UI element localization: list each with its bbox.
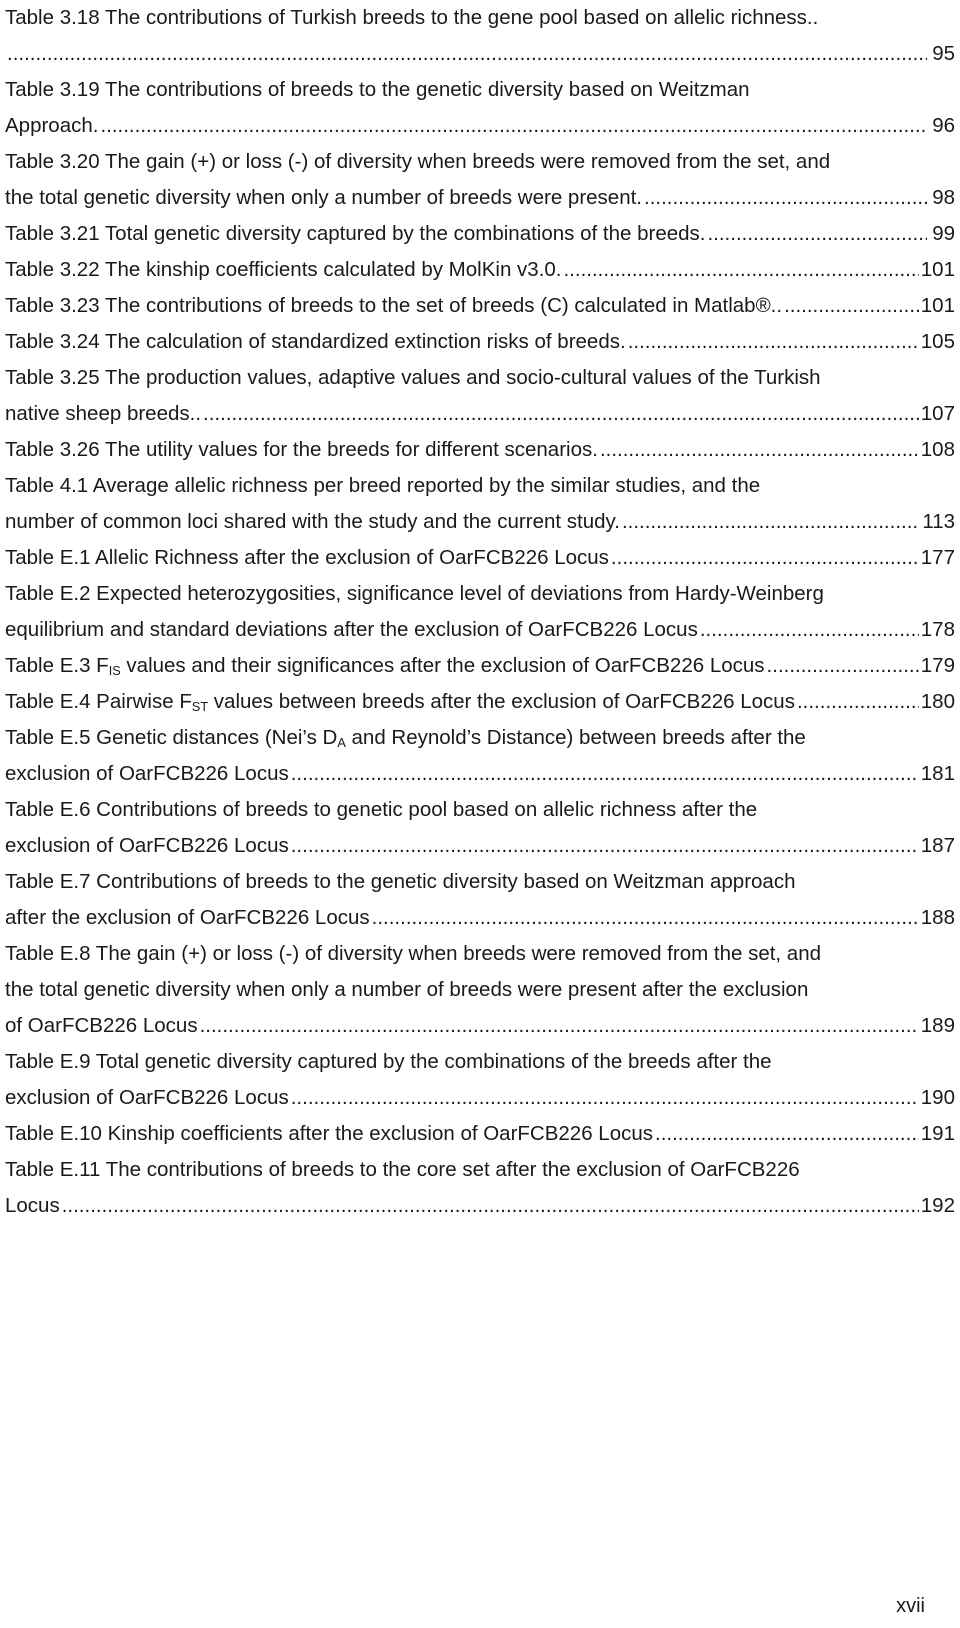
dot-leader (291, 828, 919, 864)
toc-entry-text: exclusion of OarFCB226 Locus (5, 762, 289, 785)
toc-entry-last-line (5, 1080, 955, 1116)
toc-entry-last-line (5, 396, 955, 432)
toc-page-number: 187 (920, 834, 955, 857)
toc-entry-last-line (5, 432, 955, 468)
toc-entry-last-line (5, 684, 955, 720)
toc-entry-last-line (5, 324, 955, 360)
toc-page-number: 177 (920, 546, 955, 569)
toc-entry-text: Table E.1 Allelic Richness after the exclusion of OarFCB226 Locus (5, 546, 609, 569)
toc-entry-table-3-20[interactable] (5, 144, 955, 216)
toc-entry-text: Table 3.23 The contributions of breeds to the set of breeds (C) calculated in Matlab®.. (5, 294, 783, 317)
toc-entry-text (5, 648, 765, 684)
toc-entry-table-3-25[interactable] (5, 360, 955, 432)
toc-entry-table-3-26[interactable] (5, 432, 955, 468)
toc-entry-table-3-21[interactable] (5, 216, 955, 252)
toc-entry-last-line (5, 612, 955, 648)
toc-entry-text-part: Table E.3 F (5, 654, 109, 677)
dot-leader (291, 1080, 919, 1116)
toc-entry-last-line (5, 1008, 955, 1044)
toc-entry-line: Table E.11 The contributions of breeds to the core set after the exclusion of OarFCB226 (5, 1158, 800, 1181)
toc-entry-line: Table 3.20 The gain (+) or loss (-) of diversity when breeds were removed from the set, and (5, 150, 831, 173)
toc-entry-table-4-1[interactable] (5, 468, 955, 540)
toc-entry-text: Table 3.24 The calculation of standardized extinction risks of breeds. (5, 330, 626, 353)
toc-entry-last-line (5, 504, 955, 540)
dot-leader (655, 1116, 919, 1152)
toc-entry-last-line (5, 1116, 955, 1152)
dot-leader (644, 180, 927, 216)
toc-page-number: 105 (920, 330, 955, 353)
dot-leader (372, 900, 919, 936)
dot-leader (797, 684, 919, 720)
toc-entry-line (5, 720, 955, 756)
toc-page-number: 101 (920, 258, 955, 281)
toc-entry-last-line (5, 252, 955, 288)
toc-entry-table-e-3[interactable] (5, 648, 955, 684)
dot-leader (600, 432, 919, 468)
toc-entry-text: Table 3.22 The kinship coefficients calculated by MolKin v3.0. (5, 258, 562, 281)
dot-leader (200, 1008, 919, 1044)
toc-entry-table-e-5[interactable] (5, 720, 955, 792)
toc-entry-last-line (5, 828, 955, 864)
dot-leader (611, 540, 919, 576)
dot-leader (707, 216, 927, 252)
toc-entry-last-line (5, 1188, 955, 1224)
dot-leader (628, 324, 919, 360)
toc-entry-last-line (5, 288, 955, 324)
toc-entry-last-line (5, 756, 955, 792)
toc-page-number: 192 (920, 1194, 955, 1217)
toc-entry-text: Table 3.21 Total genetic diversity captured by the combinations of the breeds. (5, 222, 706, 245)
toc-page-number: 191 (920, 1122, 955, 1145)
page-number: xvii (896, 1595, 925, 1617)
list-of-tables (5, 0, 955, 1224)
toc-page-number: 108 (920, 438, 955, 461)
dot-leader (100, 108, 927, 144)
toc-page-number: 188 (920, 906, 955, 929)
toc-page-number: 180 (920, 690, 955, 713)
toc-entry-text-part: values and their significances after the exclusion of OarFCB226 Locus (120, 654, 765, 677)
toc-page-number: 179 (920, 654, 955, 677)
toc-entry-last-line (5, 36, 955, 72)
dot-leader (700, 612, 919, 648)
toc-page-number: 96 (932, 114, 955, 137)
toc-entry-text: the total genetic diversity when only a number of breeds were present. (5, 186, 642, 209)
toc-entry-text: Table E.5 Genetic distances (Nei’s D (5, 726, 338, 749)
toc-entry-line: Table 3.18 The contributions of Turkish breeds to the gene pool based on allelic richness.. (5, 6, 819, 29)
toc-entry-last-line (5, 108, 955, 144)
toc-page-number: 99 (932, 222, 955, 245)
toc-entry-text: number of common loci shared with the study and the current study. (5, 510, 620, 533)
subscript-text: ST (191, 699, 209, 715)
dot-leader (203, 396, 919, 432)
toc-page-number: 95 (932, 42, 955, 65)
toc-entry-table-3-22[interactable] (5, 252, 955, 288)
toc-entry-text: native sheep breeds.. (5, 402, 202, 425)
toc-entry-text: exclusion of OarFCB226 Locus (5, 1086, 289, 1109)
toc-entry-text: Approach. (5, 114, 99, 137)
toc-entry-last-line (5, 216, 955, 252)
toc-entry-line: Table E.7 Contributions of breeds to the genetic diversity based on Weitzman approach (5, 870, 796, 893)
toc-entry-text: of OarFCB226 Locus (5, 1014, 198, 1037)
dot-leader (62, 1188, 919, 1224)
toc-page-number: 181 (920, 762, 955, 785)
toc-entry-table-e-11[interactable] (5, 1152, 955, 1224)
toc-entry-line: Table 3.25 The production values, adaptive values and socio-cultural values of the Turkish (5, 366, 821, 389)
subscript-text: IS (108, 663, 121, 679)
toc-entry-text: Locus (5, 1194, 60, 1217)
toc-entry-line: Table E.8 The gain (+) or loss (-) of diversity when breeds were removed from the set, and (5, 942, 822, 965)
toc-page-number: 101 (920, 294, 955, 317)
toc-entry-text: and Reynold’s Distance) between breeds after the (345, 726, 806, 749)
toc-entry-table-e-1[interactable] (5, 540, 955, 576)
toc-entry-text: exclusion of OarFCB226 Locus (5, 834, 289, 857)
toc-page-number: 98 (932, 186, 955, 209)
toc-entry-line: Table 4.1 Average allelic richness per breed reported by the similar studies, and the (5, 474, 761, 497)
toc-entry-line: the total genetic diversity when only a number of breeds were present after the exclusion (5, 978, 809, 1001)
toc-entry-text: equilibrium and standard deviations after the exclusion of OarFCB226 Locus (5, 618, 698, 641)
toc-entry-last-line (5, 900, 955, 936)
toc-entry-table-e-7[interactable] (5, 864, 955, 936)
toc-entry-last-line (5, 540, 955, 576)
toc-entry-table-e-2[interactable] (5, 576, 955, 648)
toc-entry-table-e-8[interactable] (5, 936, 955, 1044)
subscript-text: A (337, 735, 346, 751)
dot-leader (291, 756, 919, 792)
dot-leader (622, 504, 920, 540)
toc-entry-table-e-10[interactable] (5, 1116, 955, 1152)
toc-entry-table-3-23[interactable] (5, 288, 955, 324)
toc-page-number: 178 (920, 618, 955, 641)
toc-entry-text-part: values between breeds after the exclusion of OarFCB226 Locus (208, 690, 795, 713)
toc-entry-table-3-19[interactable] (5, 72, 955, 144)
toc-entry-text: Table E.10 Kinship coefficients after the exclusion of OarFCB226 Locus (5, 1122, 654, 1145)
toc-entry-table-3-24[interactable] (5, 324, 955, 360)
toc-entry-text (5, 684, 795, 720)
toc-entry-text-part: Table E.4 Pairwise F (5, 690, 192, 713)
toc-page-number: 113 (922, 510, 955, 533)
toc-entry-line: Table E.6 Contributions of breeds to genetic pool based on allelic richness after the (5, 798, 758, 821)
toc-entry-text: Table 3.26 The utility values for the breeds for different scenarios. (5, 438, 598, 461)
toc-entry-last-line (5, 648, 955, 684)
toc-page-number: 107 (920, 402, 955, 425)
toc-entry-text: after the exclusion of OarFCB226 Locus (5, 906, 370, 929)
toc-entry-table-e-6[interactable] (5, 792, 955, 864)
toc-entry-table-e-4[interactable] (5, 684, 955, 720)
toc-page-number: 190 (920, 1086, 955, 1109)
toc-entry-table-e-9[interactable] (5, 1044, 955, 1116)
toc-page-number: 189 (920, 1014, 955, 1037)
dot-leader (7, 36, 927, 72)
toc-entry-line: Table E.9 Total genetic diversity captured by the combinations of the breeds after the (5, 1050, 772, 1073)
toc-entry-table-3-18[interactable] (5, 0, 955, 72)
dot-leader (767, 648, 919, 684)
dot-leader (563, 252, 918, 288)
toc-entry-last-line (5, 180, 955, 216)
toc-entry-line: Table 3.19 The contributions of breeds to the genetic diversity based on Weitzman (5, 78, 750, 101)
dot-leader (784, 288, 919, 324)
toc-entry-line: Table E.2 Expected heterozygosities, significance level of deviations from Hardy-Weinberg (5, 582, 824, 605)
